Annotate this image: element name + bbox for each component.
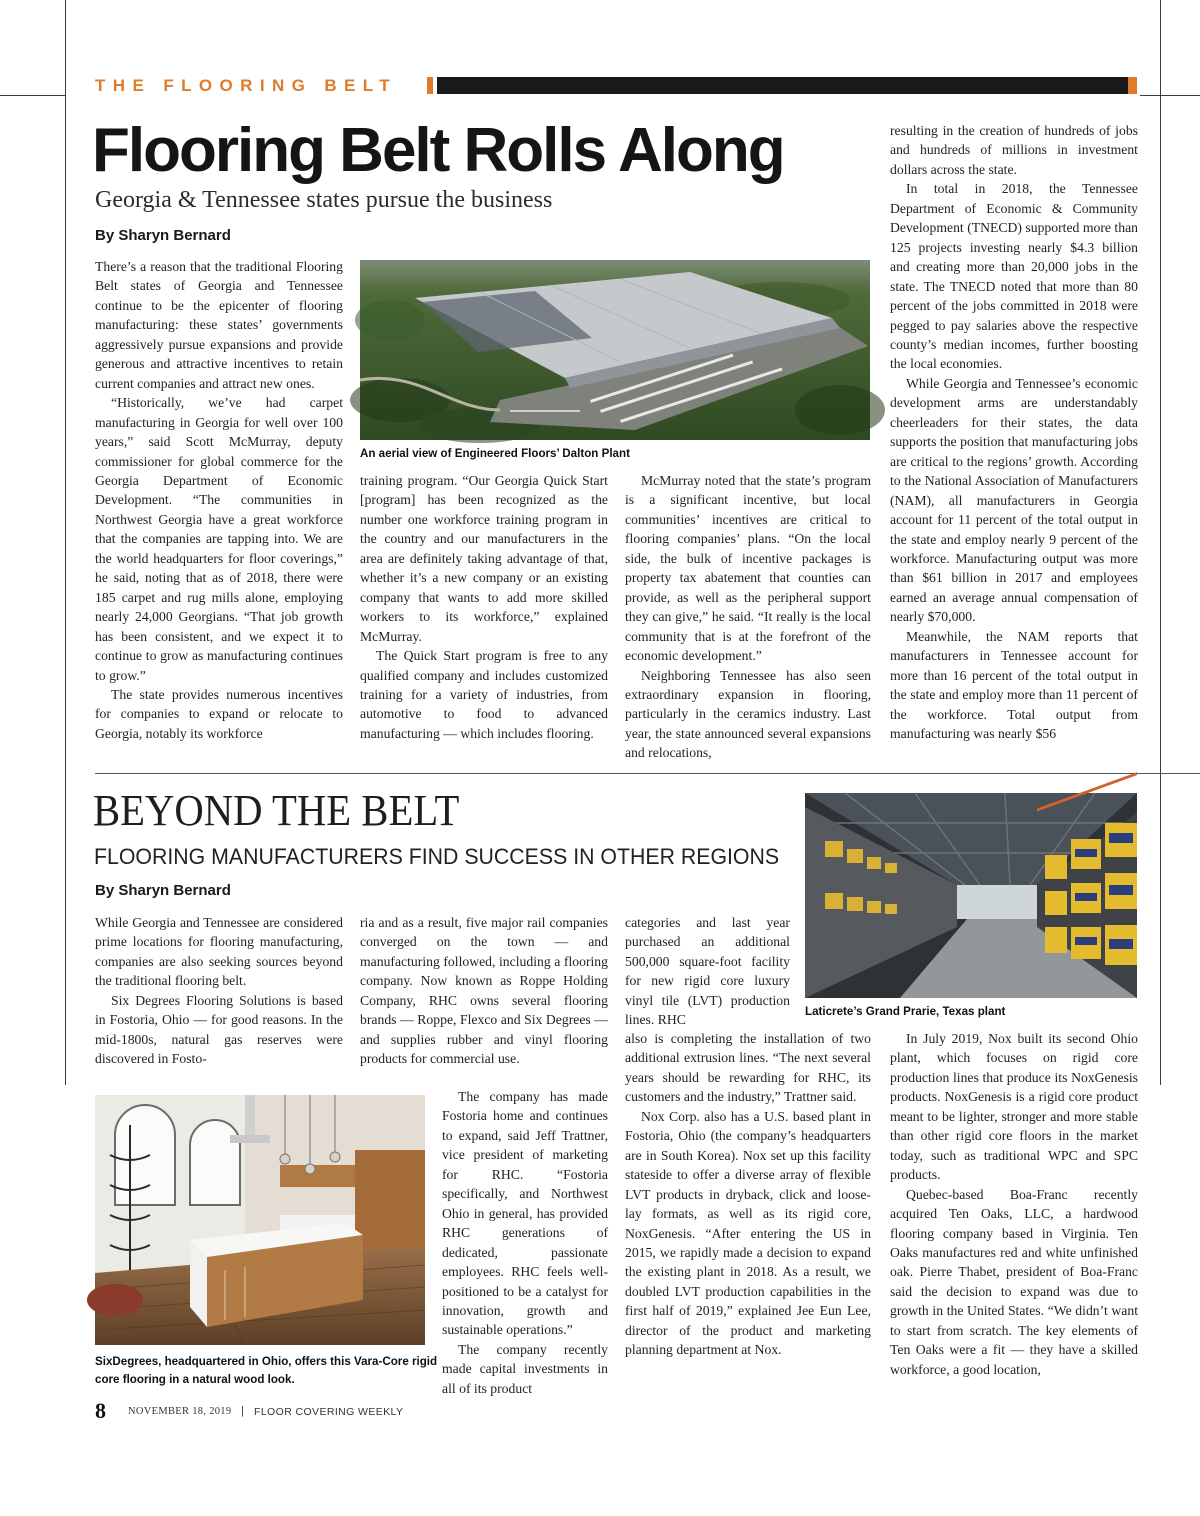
photo-graphic-shape <box>847 897 863 911</box>
photo-graphic-shape <box>330 1152 340 1162</box>
article1-byline: By Sharyn Bernard <box>95 227 231 244</box>
photo-graphic-shape <box>885 904 897 914</box>
aerial-plant-photo <box>360 260 870 440</box>
article2-column-3-top <box>625 913 790 1030</box>
paragraph: There’s a reason that the traditional Flooring Belt states of Georgia and Tennessee continue to be the epicenter of flooring manufacturing: these states’ governments aggressively pursue expansions and provide generous and attractive incentives to retain current companies and attract new ones. <box>95 259 343 391</box>
article2-subheadline: FLOORING MANUFACTURERS FIND SUCCESS IN OTHER REGIONS <box>94 844 780 869</box>
photo-graphic-shape <box>280 1154 290 1164</box>
paragraph: While Georgia and Tennessee are considered prime locations for flooring manufacturing, companies are also seeking sources beyond the traditional flooring belt. <box>95 915 343 989</box>
paragraph: Quebec-based Boa-Franc recently acquired Ten Oaks, LLC, a hardwood flooring company based in Virginia. Ten Oaks manufactures red and white unfinished oak. Pierre Thabet, president of Boa-Franc said the decision to expand was due to growth in the United States. “We didn’t want to start from scratch. The key elements of Ten Oaks were a fit — they have a skilled workforce, a good location, <box>890 1186 1138 1377</box>
paragraph: Nox Corp. also has a U.S. based plant in Fostoria, Ohio (the company’s headquarters are in South Korea). Nox set up this facility stateside to offer a diverse array of flexible LVT products in dryback, click and loose-lay formats, as well as its rigid core, NoxGenesis. “After entering the US in 2015, we rapidly made a decision to expand the existing plant in 2018. As a result, we doubled LVT production capabilities in the first half of 2019,” explained Jee Eun Lee, director of the product and marketing planning department at Nox. <box>625 1108 871 1358</box>
photo-graphic-shape <box>355 300 425 340</box>
section-bar-orange-end <box>1128 77 1137 94</box>
article1-column-4 <box>890 121 1138 763</box>
photo-graphic-shape <box>1109 885 1133 895</box>
photo-graphic-shape <box>510 410 580 412</box>
frame-rule-right-vertical <box>1160 0 1161 1085</box>
photo-graphic-shape <box>885 863 897 873</box>
paragraph: The Quick Start program is free to any qualified company and includes customized training for a variety of industries, from automotive to food to advanced manufacturing — which includes flooring. <box>360 648 608 741</box>
article2-column-1 <box>95 913 343 1089</box>
page-number: 8 <box>95 1398 106 1423</box>
photo-graphic-shape <box>305 1164 315 1174</box>
paragraph: ria and as a result, five major rail companies converged on the town — and manufacturing followed, including a flooring company. Now known as Roppe Holding Company, RHC owns several flooring brands — Roppe, Flexco and Six Degrees — and supplies rubber and vinyl flooring products for commercial use. <box>360 915 608 1067</box>
article2-column-2-top <box>360 913 608 1089</box>
article1-headline: Flooring Belt Rolls Along <box>92 116 784 185</box>
photo-graphic-shape <box>825 893 843 909</box>
frame-rule-right-horizontal <box>1140 95 1200 96</box>
article1-column-1 <box>95 257 343 763</box>
issue-date: NOVEMBER 18, 2019 <box>128 1406 232 1417</box>
range-hood <box>230 1135 270 1143</box>
paragraph: The company recently made capital investments in all of its product <box>442 1341 608 1396</box>
paragraph: While Georgia and Tennessee’s economic development arms are understandably cheerleaders for their states, the data supports the position that manufacturing jobs are critical to the regions’ growth. According to the National Association of Manufacturers (NAM), all manufacturers in Georgia account for 11 percent of the total output in the state and employ nearly 9 percent of the workforce. Manufacturing output was more than $61 billion in 2017 and employees earned an average annual compensation of nearly $70,000. <box>890 375 1138 625</box>
article2-column-3-bottom <box>625 1029 871 1379</box>
article-separator <box>95 773 1200 774</box>
article2-byline: By Sharyn Bernard <box>95 882 231 899</box>
article1-subheadline: Georgia & Tennessee states pursue the business <box>95 187 553 213</box>
section-label: THE FLOORING BELT <box>95 76 398 95</box>
frame-rule-left-vertical <box>65 0 66 1085</box>
photo-graphic-shape <box>1045 855 1067 879</box>
warehouse-photo <box>805 793 1137 998</box>
paragraph: training program. “Our Georgia Quick Start [program] has been recognized as the number one workforce training program in the country and our manufacturers in the area are definitely taking advantage of that, whether it’s a new company or an existing company that wants to add more skilled workers to its workforce,” explained McMurray. <box>360 473 608 644</box>
kitchen-flooring-photo <box>95 1095 425 1345</box>
far-wall-light <box>957 885 1037 919</box>
aerial-plant-illustration <box>360 260 870 440</box>
article1-column-2 <box>360 471 608 763</box>
article1-column-3 <box>625 471 871 763</box>
paragraph: resulting in the creation of hundreds of jobs and hundreds of millions in investment dollars across the state. <box>890 123 1138 177</box>
paragraph: In total in 2018, the Tennessee Department of Economic & Community Development (TNECD) supported more than 125 projects investing nearly $4.3 billion and creating more than 20,000 jobs in the state. The TNECD noted that more than 80 percent of the jobs committed in 2018 were pegged to pay salaries above the respective county’s median incomes, further boosting the local economies. <box>890 181 1138 372</box>
paragraph: “Historically, we’ve had carpet manufacturing in Georgia for well over 100 years,” said Scott McMurray, deputy commissioner for global commerce for the Georgia Department of Economic Development. “The communities in Northwest Georgia have a great workforce that the companies are tapping into. We are the world headquarters for floor coverings,” he said, noting that as of 2018, there were 185 carpet and rug mills alone, employing nearly 24,000 Georgians. “That job growth has been consistent, and we expect it to continue to grow as manufacturing continues to grow.” <box>95 395 343 683</box>
photo-graphic-shape <box>190 1120 240 1205</box>
photo-graphic-shape <box>1109 939 1133 949</box>
upper-cabinets <box>280 1165 355 1187</box>
article2-column-4 <box>890 1029 1138 1379</box>
publication-name: FLOOR COVERING WEEKLY <box>254 1406 404 1418</box>
kitchen-photo-caption: SixDegrees, headquartered in Ohio, offers this Vara-Core rigid core flooring in a natural wood look. <box>95 1355 438 1386</box>
footer-separator: | <box>241 1405 244 1417</box>
paragraph: The state provides numerous incentives for companies to expand or relocate to Georgia, notably its workforce <box>95 686 343 741</box>
aerial-photo-caption: An aerial view of Engineered Floors’ Dalton Plant <box>360 447 630 460</box>
photo-graphic-shape <box>1075 893 1097 901</box>
photo-graphic-shape <box>795 385 885 435</box>
paragraph: In July 2019, Nox built its second Ohio plant, which focuses on rigid core production lines that produce its NoxGenesis products. NoxGenesis is a rigid core product meant to be lighter, stronger and more stable than other rigid core floors in the market today, such as traditional WPC and SPC products. <box>890 1031 1138 1183</box>
section-bar-black <box>437 77 1128 94</box>
photo-graphic-shape <box>867 901 881 913</box>
paragraph: categories and last year purchased an additional 500,000 square-foot facility for new rigid core luxury vinyl tile (LVT) production lines. RHC <box>625 915 790 1028</box>
photo-graphic-shape <box>825 841 843 857</box>
photo-graphic-shape <box>847 849 863 863</box>
paragraph: Meanwhile, the NAM reports that manufacturers in Tennessee account for more than 16 percent of the total output in the state and employ more than 11 percent of the workforce. Total output from manufacturing was nearly $56 <box>890 628 1138 742</box>
warehouse-illustration <box>805 793 1137 998</box>
photo-graphic-shape <box>867 857 881 869</box>
photo-graphic-shape <box>1075 849 1097 857</box>
range-hood-chimney <box>245 1095 255 1135</box>
kitchen-illustration <box>95 1095 425 1345</box>
photo-graphic-shape <box>1075 937 1097 945</box>
photo-graphic-shape <box>1045 927 1067 953</box>
paragraph: Six Degrees Flooring Solutions is based in Fostoria, Ohio — for good reasons. In the mid-1800s, natural gas reserves were discovered in Fosto- <box>95 992 343 1067</box>
frame-rule-left-horizontal <box>0 95 65 96</box>
paragraph: The company has made Fostoria home and continues to expand, said Jeff Trattner, vice president of marketing for RHC. “Fostoria specifically, and Northwest Ohio in general, has provided RHC generations of dedicated, passionate employees. RHC feels well-positioned to be a catalyst for innovation, growth and sustainable operations.” <box>442 1089 608 1338</box>
paragraph: Neighboring Tennessee has also seen extraordinary expansion in flooring, particularly in the ceramics industry. Last year, the state announced several expansions and relocations, <box>625 667 871 761</box>
paragraph: also is completing the installation of two additional extrusion lines. “The next several years should be rewarding for RHC, its customers and the industry,” Trattner said. <box>625 1031 871 1105</box>
photo-graphic-shape <box>1045 891 1067 915</box>
photo-graphic-shape <box>1109 833 1133 843</box>
paragraph: McMurray noted that the state’s program is a significant incentive, but local communities’ incentives are critical to flooring companies’ plans. “On the local side, the bulk of incentive packages is property tax abatement that counties can provide, as well as the peripheral support they can give,” he said. “It really is the local community that is at the forefront of the economic development.” <box>625 473 871 664</box>
warehouse-photo-caption: Laticrete’s Grand Prarie, Texas plant <box>805 1005 1006 1018</box>
article2-headline: BEYOND THE BELT <box>93 786 460 835</box>
article2-column-2-bottom <box>442 1087 608 1396</box>
sofa <box>87 1284 143 1316</box>
section-bar-orange-tick <box>427 77 433 94</box>
